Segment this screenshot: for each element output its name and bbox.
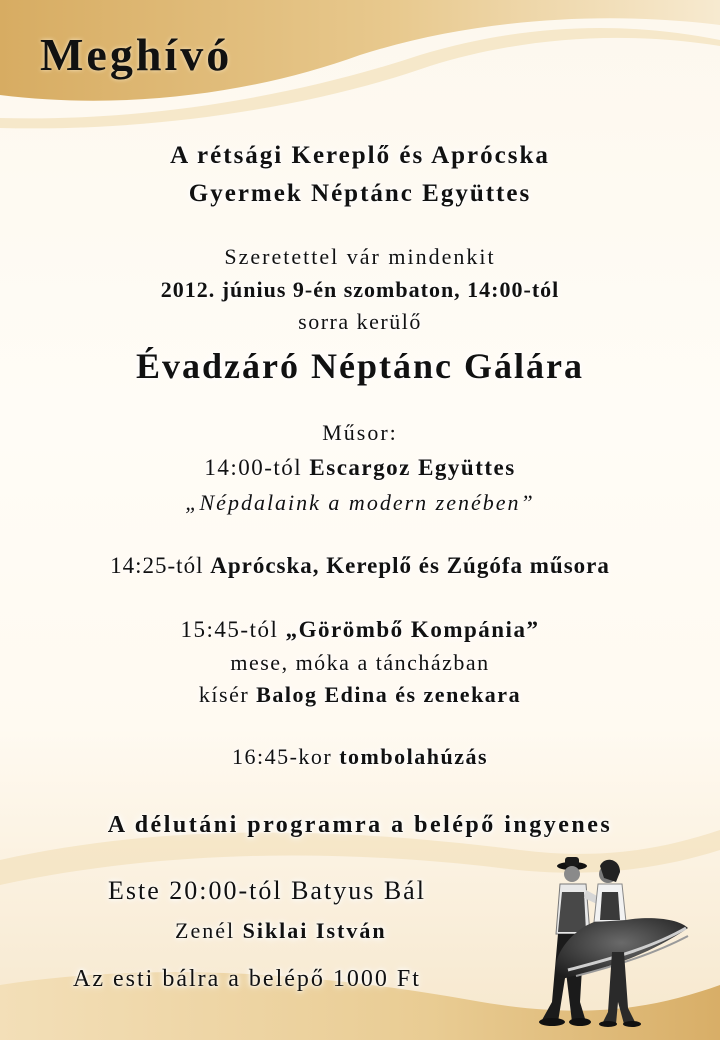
- program-time: 16:45-kor: [231, 744, 333, 769]
- organizer-line-2: Gyermek Néptánc Együttes: [188, 180, 532, 207]
- page-title: Meghívó: [40, 29, 233, 80]
- program-item-3: [0, 617, 720, 643]
- program-item-3-accompany: [0, 682, 720, 708]
- program-name: Escargoz Együttes: [309, 455, 516, 480]
- music-name: Siklai István: [242, 918, 387, 943]
- evening-entry-fee: Az esti bálra a belépő 1000 Ft: [73, 966, 421, 992]
- program-heading: Műsor:: [322, 420, 398, 445]
- invitation-line-3: sorra kerülő: [298, 309, 422, 334]
- program-name: „Görömbő Kompánia”: [285, 617, 540, 642]
- program-item-2: [0, 553, 720, 579]
- dancing-couple-image: [528, 852, 698, 1032]
- evening-music: [175, 918, 387, 944]
- invitation-line-1: Szeretettel vár mindenkit: [224, 244, 496, 269]
- evening-ball: Este 20:00-tól Batyus Bál: [108, 876, 426, 905]
- program-name: Aprócska, Kereplő és Zúgófa műsora: [210, 553, 610, 578]
- accompany-prefix: kísér: [198, 682, 250, 707]
- program-item-1-subtitle: „Népdalaink a modern zenében”: [185, 490, 535, 515]
- program-item-1: [0, 455, 720, 481]
- program-time: 14:25-tól: [110, 553, 204, 578]
- event-date: 2012. június 9-én szombaton, 14:00-tól: [160, 277, 560, 302]
- program-time: 14:00-tól: [204, 455, 303, 480]
- event-name: Évadzáró Néptánc Gálára: [136, 346, 584, 386]
- program-item-3-detail: mese, móka a táncházban: [230, 650, 490, 675]
- free-entry-notice: A délutáni programra a belépő ingyenes: [107, 812, 613, 838]
- accompany-name: Balog Edina és zenekara: [256, 682, 522, 707]
- organizer-line-1: A rétsági Kereplő és Aprócska: [170, 142, 550, 169]
- program-name: tombolahúzás: [339, 744, 489, 769]
- program-time: 15:45-tól: [180, 617, 279, 642]
- music-prefix: Zenél: [175, 918, 236, 943]
- program-item-4: [0, 744, 720, 770]
